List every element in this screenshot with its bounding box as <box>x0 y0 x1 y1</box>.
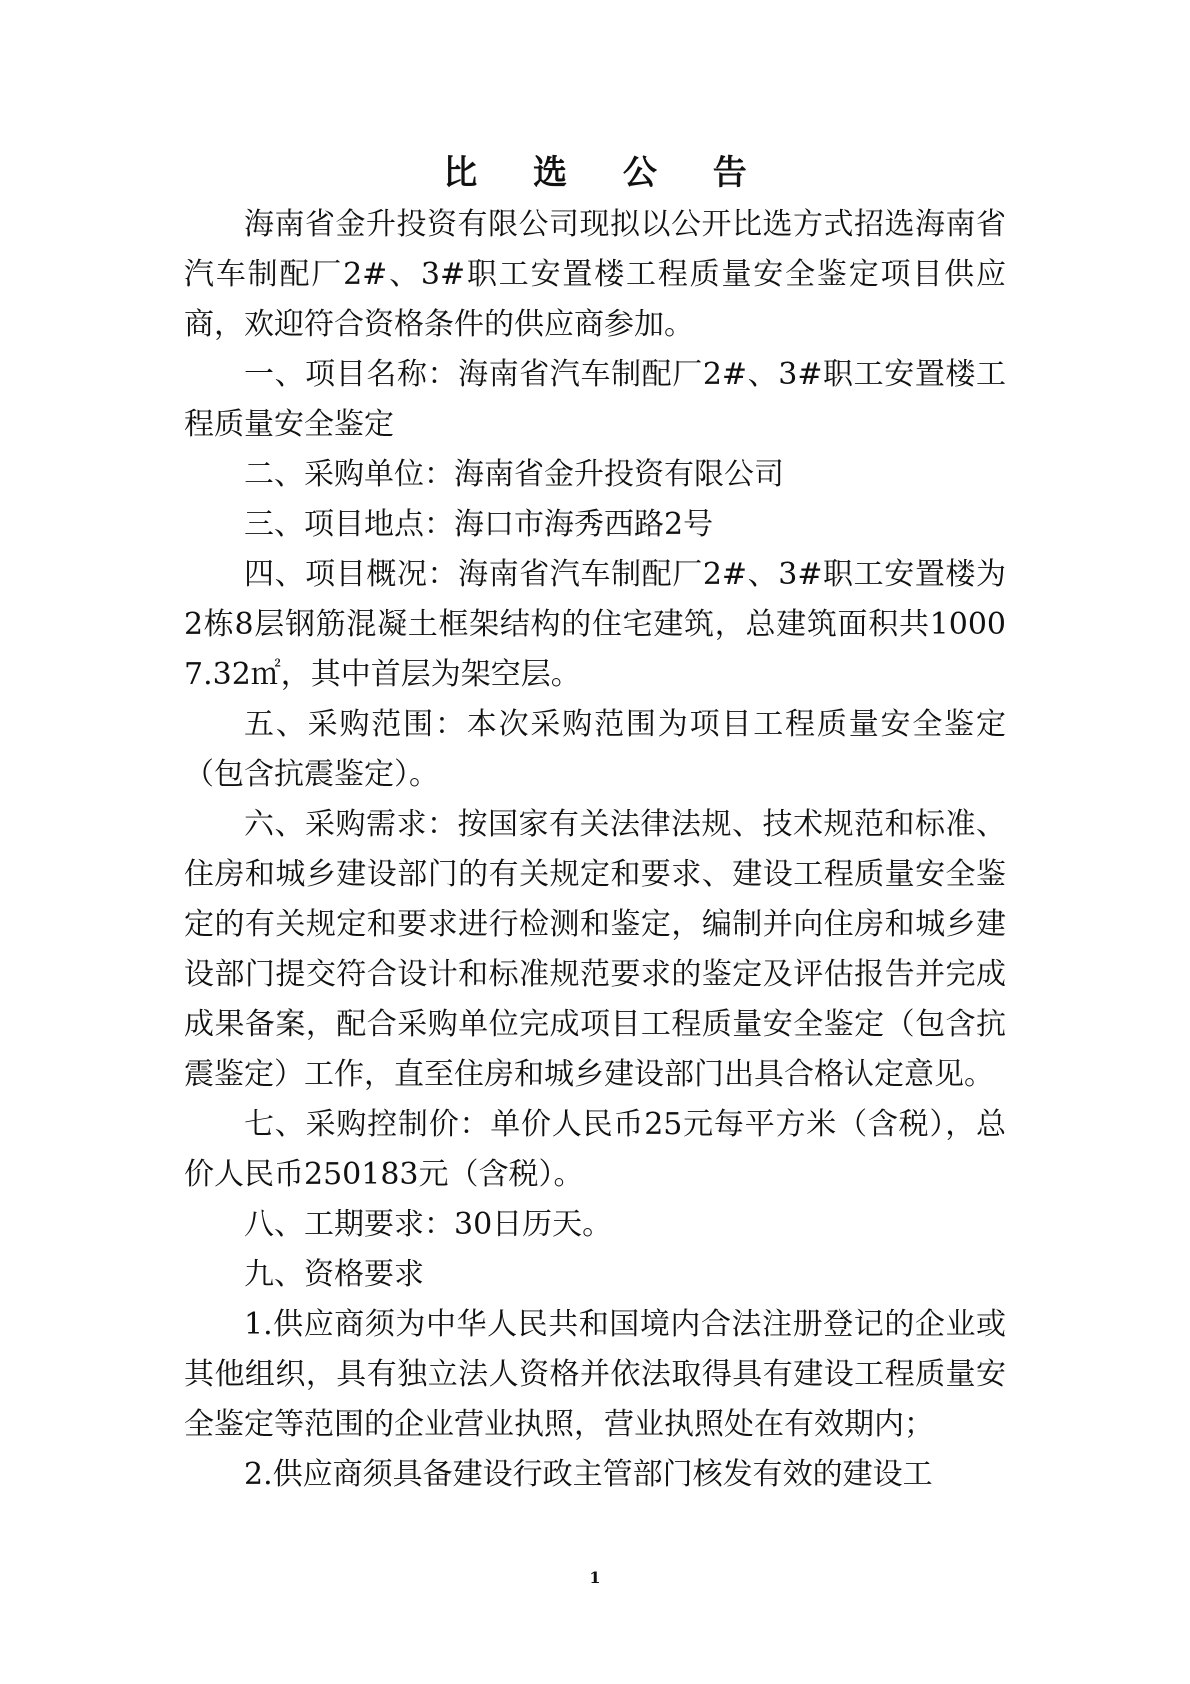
section-control-price: 七、采购控制价：单价人民币25元每平方米（含税），总价人民币250183元（含税）。 <box>184 1107 1006 1192</box>
section-purchaser: 二、采购单位：海南省金升投资有限公司 <box>244 457 784 492</box>
section-procurement-requirements: 六、采购需求：按国家有关法律法规、技术规范和标准、住房和城乡建设部门的有关规定和要求、建设工程质量安全鉴定的有关规定和要求进行检测和鉴定，编制并向住房和城乡建设部门提交符合设计和标准规范要求的鉴定及评估报告并完成成果备案，配合采购单位完成项目工程质量安全鉴定（包含抗震鉴定）工作，直至住房和城乡建设部门出具合格认定意见。 <box>184 807 1006 1092</box>
document-title: 比 选 公 告 <box>443 153 769 193</box>
page-number: 1 <box>589 1568 601 1587</box>
section-schedule: 八、工期要求：30日历天。 <box>244 1207 613 1242</box>
section-project-location: 三、项目地点：海口市海秀西路2号 <box>244 507 714 542</box>
section-project-overview: 四、项目概况：海南省汽车制配厂2#、3#职工安置楼为2栋8层钢筋混凝土框架结构的住宅建筑，总建筑面积共10007.32㎡，其中首层为架空层。 <box>184 557 1006 692</box>
section-project-name: 一、项目名称：海南省汽车制配厂2#、3#职工安置楼工程质量安全鉴定 <box>184 357 1006 442</box>
qualification-item-1: 1.供应商须为中华人民共和国境内合法注册登记的企业或其他组织，具有独立法人资格并依法取得具有建设工程质量安全鉴定等范围的企业营业执照，营业执照处在有效期内； <box>184 1307 1006 1442</box>
intro-paragraph: 海南省金升投资有限公司现拟以公开比选方式招选海南省汽车制配厂2#、3#职工安置楼工程质量安全鉴定项目供应商，欢迎符合资格条件的供应商参加。 <box>184 207 1006 342</box>
qualification-item-2: 2.供应商须具备建设行政主管部门核发有效的建设工 <box>244 1457 933 1492</box>
section-procurement-scope: 五、采购范围：本次采购范围为项目工程质量安全鉴定（包含抗震鉴定）。 <box>184 707 1006 792</box>
section-qualifications-heading: 九、资格要求 <box>244 1257 424 1292</box>
document-body <box>184 200 1006 1500</box>
